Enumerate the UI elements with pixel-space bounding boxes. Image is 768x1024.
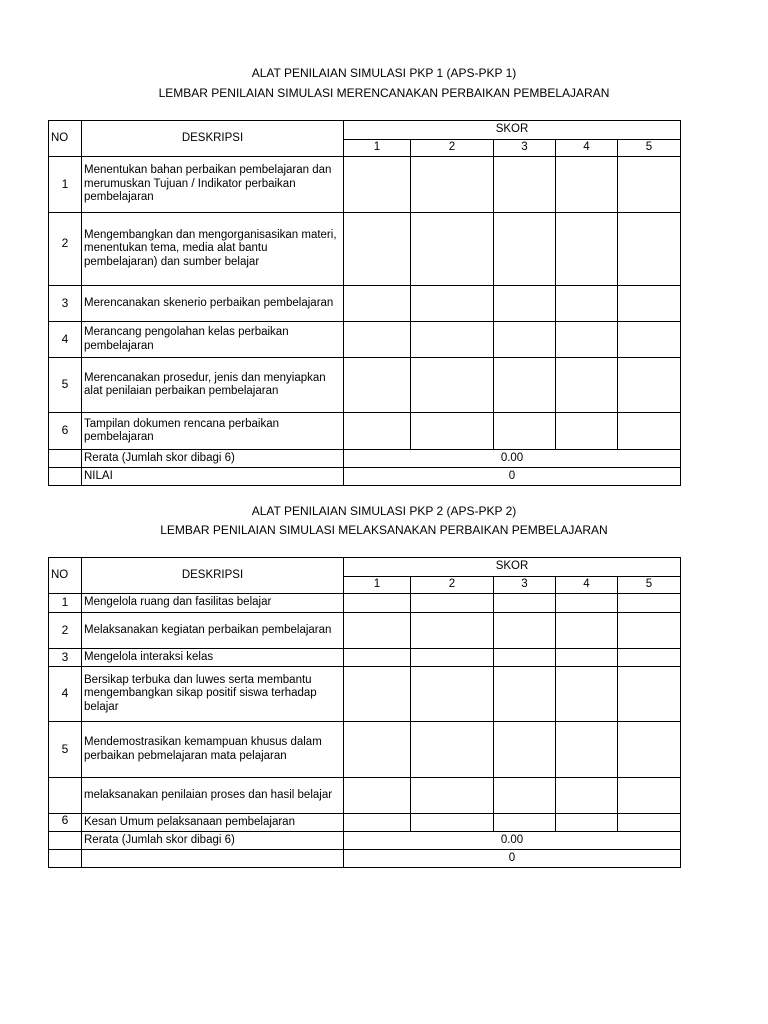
row-description: Merencanakan skenerio perbaikan pembelajaran: [82, 286, 344, 322]
score-cell[interactable]: [556, 778, 618, 814]
row-number: 5: [49, 358, 82, 413]
row-number: 2: [49, 213, 82, 286]
form2-header-no: NO: [49, 558, 82, 594]
form1-table: [48, 120, 681, 486]
score-cell[interactable]: [618, 213, 681, 286]
score-cell[interactable]: [411, 286, 494, 322]
form2-score-header-3: 3: [494, 577, 556, 594]
row-number: 6: [49, 814, 82, 832]
table-row: [49, 778, 681, 814]
table-row: [49, 157, 681, 213]
score-cell[interactable]: [556, 722, 618, 778]
score-cell[interactable]: [556, 613, 618, 649]
row-description: Kesan Umum pelaksanaan pembelajaran: [82, 814, 344, 832]
score-cell[interactable]: [411, 157, 494, 213]
score-cell[interactable]: [494, 157, 556, 213]
score-cell[interactable]: [556, 667, 618, 722]
score-cell[interactable]: [556, 413, 618, 450]
row-description: melaksanakan penilaian proses dan hasil belajar: [82, 778, 344, 814]
score-cell[interactable]: [494, 649, 556, 667]
table-row: [49, 413, 681, 450]
score-cell[interactable]: [494, 213, 556, 286]
form1-header-row: [49, 121, 681, 140]
form1-header-no: NO: [49, 121, 82, 157]
row-description: Mengembangkan dan mengorganisasikan materi, menentukan tema, media alat bantu pembelajaran) dan sumber belajar: [82, 213, 344, 286]
score-cell[interactable]: [344, 667, 411, 722]
score-cell[interactable]: [618, 286, 681, 322]
table-row: [49, 358, 681, 413]
row-description: Mendemostrasikan kemampuan khusus dalam perbaikan pebmelajaran mata pelajaran: [82, 722, 344, 778]
score-cell[interactable]: [344, 358, 411, 413]
score-cell[interactable]: [344, 649, 411, 667]
score-cell[interactable]: [411, 667, 494, 722]
score-cell[interactable]: [411, 413, 494, 450]
score-cell[interactable]: [494, 667, 556, 722]
score-cell[interactable]: [344, 613, 411, 649]
table-row: [49, 649, 681, 667]
score-cell[interactable]: [618, 157, 681, 213]
empty-cell: [49, 832, 82, 850]
table-row: [49, 213, 681, 286]
table-row: [49, 286, 681, 322]
score-cell[interactable]: [618, 413, 681, 450]
rerata-label: Rerata (Jumlah skor dibagi 6): [82, 450, 344, 468]
nilai-value: 0: [344, 468, 681, 486]
score-cell[interactable]: [618, 322, 681, 358]
form1-score-header-3: 3: [494, 140, 556, 157]
score-cell[interactable]: [411, 613, 494, 649]
score-cell[interactable]: [494, 322, 556, 358]
form1-title: ALAT PENILAIAN SIMULASI PKP 1 (APS-PKP 1): [251, 66, 517, 80]
score-cell[interactable]: [556, 814, 618, 832]
score-cell[interactable]: [494, 358, 556, 413]
form2-title: ALAT PENILAIAN SIMULASI PKP 2 (APS-PKP 2): [251, 504, 517, 518]
score-cell[interactable]: [494, 814, 556, 832]
table-row: [49, 850, 681, 868]
score-cell[interactable]: [494, 594, 556, 613]
nilai-label: [82, 850, 344, 868]
score-cell[interactable]: [411, 722, 494, 778]
score-cell[interactable]: [344, 157, 411, 213]
empty-cell: [49, 450, 82, 468]
form1-score-header-1: 1: [344, 140, 411, 157]
rerata-value: 0.00: [344, 450, 681, 468]
row-number: 5: [49, 722, 82, 778]
score-cell[interactable]: [411, 322, 494, 358]
score-cell[interactable]: [618, 778, 681, 814]
row-number: 4: [49, 322, 82, 358]
score-cell[interactable]: [344, 213, 411, 286]
table-row: [49, 468, 681, 486]
rerata-label: Rerata (Jumlah skor dibagi 6): [82, 832, 344, 850]
score-cell[interactable]: [411, 814, 494, 832]
score-cell[interactable]: [618, 667, 681, 722]
score-cell[interactable]: [344, 814, 411, 832]
table-row: [49, 722, 681, 778]
row-number: 3: [49, 649, 82, 667]
nilai-value: 0: [344, 850, 681, 868]
form2-table: [48, 557, 681, 868]
score-cell[interactable]: [556, 649, 618, 667]
row-description: Melaksanakan kegiatan perbaikan pembelajaran: [82, 613, 344, 649]
table-row: [49, 613, 681, 649]
row-description: Mengelola ruang dan fasilitas belajar: [82, 594, 344, 613]
score-cell[interactable]: [494, 613, 556, 649]
score-cell[interactable]: [494, 286, 556, 322]
score-cell[interactable]: [411, 594, 494, 613]
score-cell[interactable]: [556, 322, 618, 358]
row-number: 3: [49, 286, 82, 322]
score-cell[interactable]: [556, 358, 618, 413]
form2-score-header-2: 2: [411, 577, 494, 594]
table-row: [49, 832, 681, 850]
form1-score-header-5: 5: [618, 140, 681, 157]
form2-score-header-1: 1: [344, 577, 411, 594]
empty-cell: [49, 468, 82, 486]
score-cell[interactable]: [494, 778, 556, 814]
form2-score-header-4: 4: [556, 577, 618, 594]
score-cell[interactable]: [556, 286, 618, 322]
form1-header-deskripsi: DESKRIPSI: [82, 121, 344, 157]
row-description: Merencanakan prosedur, jenis dan menyiapkan alat penilaian perbaikan pembelajaran: [82, 358, 344, 413]
score-cell[interactable]: [494, 722, 556, 778]
row-description: Mengelola interaksi kelas: [82, 649, 344, 667]
row-description: Menentukan bahan perbaikan pembelajaran dan merumuskan Tujuan / Indikator perbaikan pembelajaran: [82, 157, 344, 213]
score-cell[interactable]: [344, 286, 411, 322]
score-cell[interactable]: [494, 413, 556, 450]
score-cell[interactable]: [344, 778, 411, 814]
score-cell[interactable]: [344, 322, 411, 358]
row-number: 6: [49, 413, 82, 450]
row-number: 4: [49, 667, 82, 722]
form1-score-header-2: 2: [411, 140, 494, 157]
score-cell[interactable]: [344, 594, 411, 613]
row-number: 1: [49, 594, 82, 613]
form2-header-row: [49, 558, 681, 577]
form1-subtitle: LEMBAR PENILAIAN SIMULASI MERENCANAKAN PERBAIKAN PEMBELAJARAN: [158, 86, 610, 100]
row-description: Tampilan dokumen rencana perbaikan pembelajaran: [82, 413, 344, 450]
row-description: Merancang pengolahan kelas perbaikan pembelajaran: [82, 322, 344, 358]
row-description: Bersikap terbuka dan luwes serta membantu mengembangkan sikap positif siswa terhadap belajar: [82, 667, 344, 722]
score-cell[interactable]: [556, 594, 618, 613]
table-row: [49, 450, 681, 468]
score-cell[interactable]: [618, 613, 681, 649]
score-cell[interactable]: [618, 594, 681, 613]
form1-header-skor: SKOR: [344, 121, 681, 140]
score-cell[interactable]: [344, 413, 411, 450]
score-cell[interactable]: [411, 213, 494, 286]
score-cell[interactable]: [618, 358, 681, 413]
form2-score-header-5: 5: [618, 577, 681, 594]
table-row: [49, 322, 681, 358]
form1-score-header-4: 4: [556, 140, 618, 157]
form2-header-deskripsi: DESKRIPSI: [82, 558, 344, 594]
table-row: [49, 667, 681, 722]
score-cell[interactable]: [618, 722, 681, 778]
form2-subtitle: LEMBAR PENILAIAN SIMULASI MELAKSANAKAN PERBAIKAN PEMBELAJARAN: [160, 523, 608, 537]
score-cell[interactable]: [618, 649, 681, 667]
row-number: [49, 778, 82, 814]
score-cell[interactable]: [618, 814, 681, 832]
nilai-label: NILAI: [82, 468, 344, 486]
form2-header-skor: SKOR: [344, 558, 681, 577]
score-cell[interactable]: [411, 649, 494, 667]
score-cell[interactable]: [411, 778, 494, 814]
score-cell[interactable]: [556, 157, 618, 213]
empty-cell: [49, 850, 82, 868]
score-cell[interactable]: [411, 358, 494, 413]
row-number: 1: [49, 157, 82, 213]
table-row: [49, 594, 681, 613]
row-number: 2: [49, 613, 82, 649]
table-row: [49, 814, 681, 832]
score-cell[interactable]: [556, 213, 618, 286]
score-cell[interactable]: [344, 722, 411, 778]
rerata-value: 0.00: [344, 832, 681, 850]
